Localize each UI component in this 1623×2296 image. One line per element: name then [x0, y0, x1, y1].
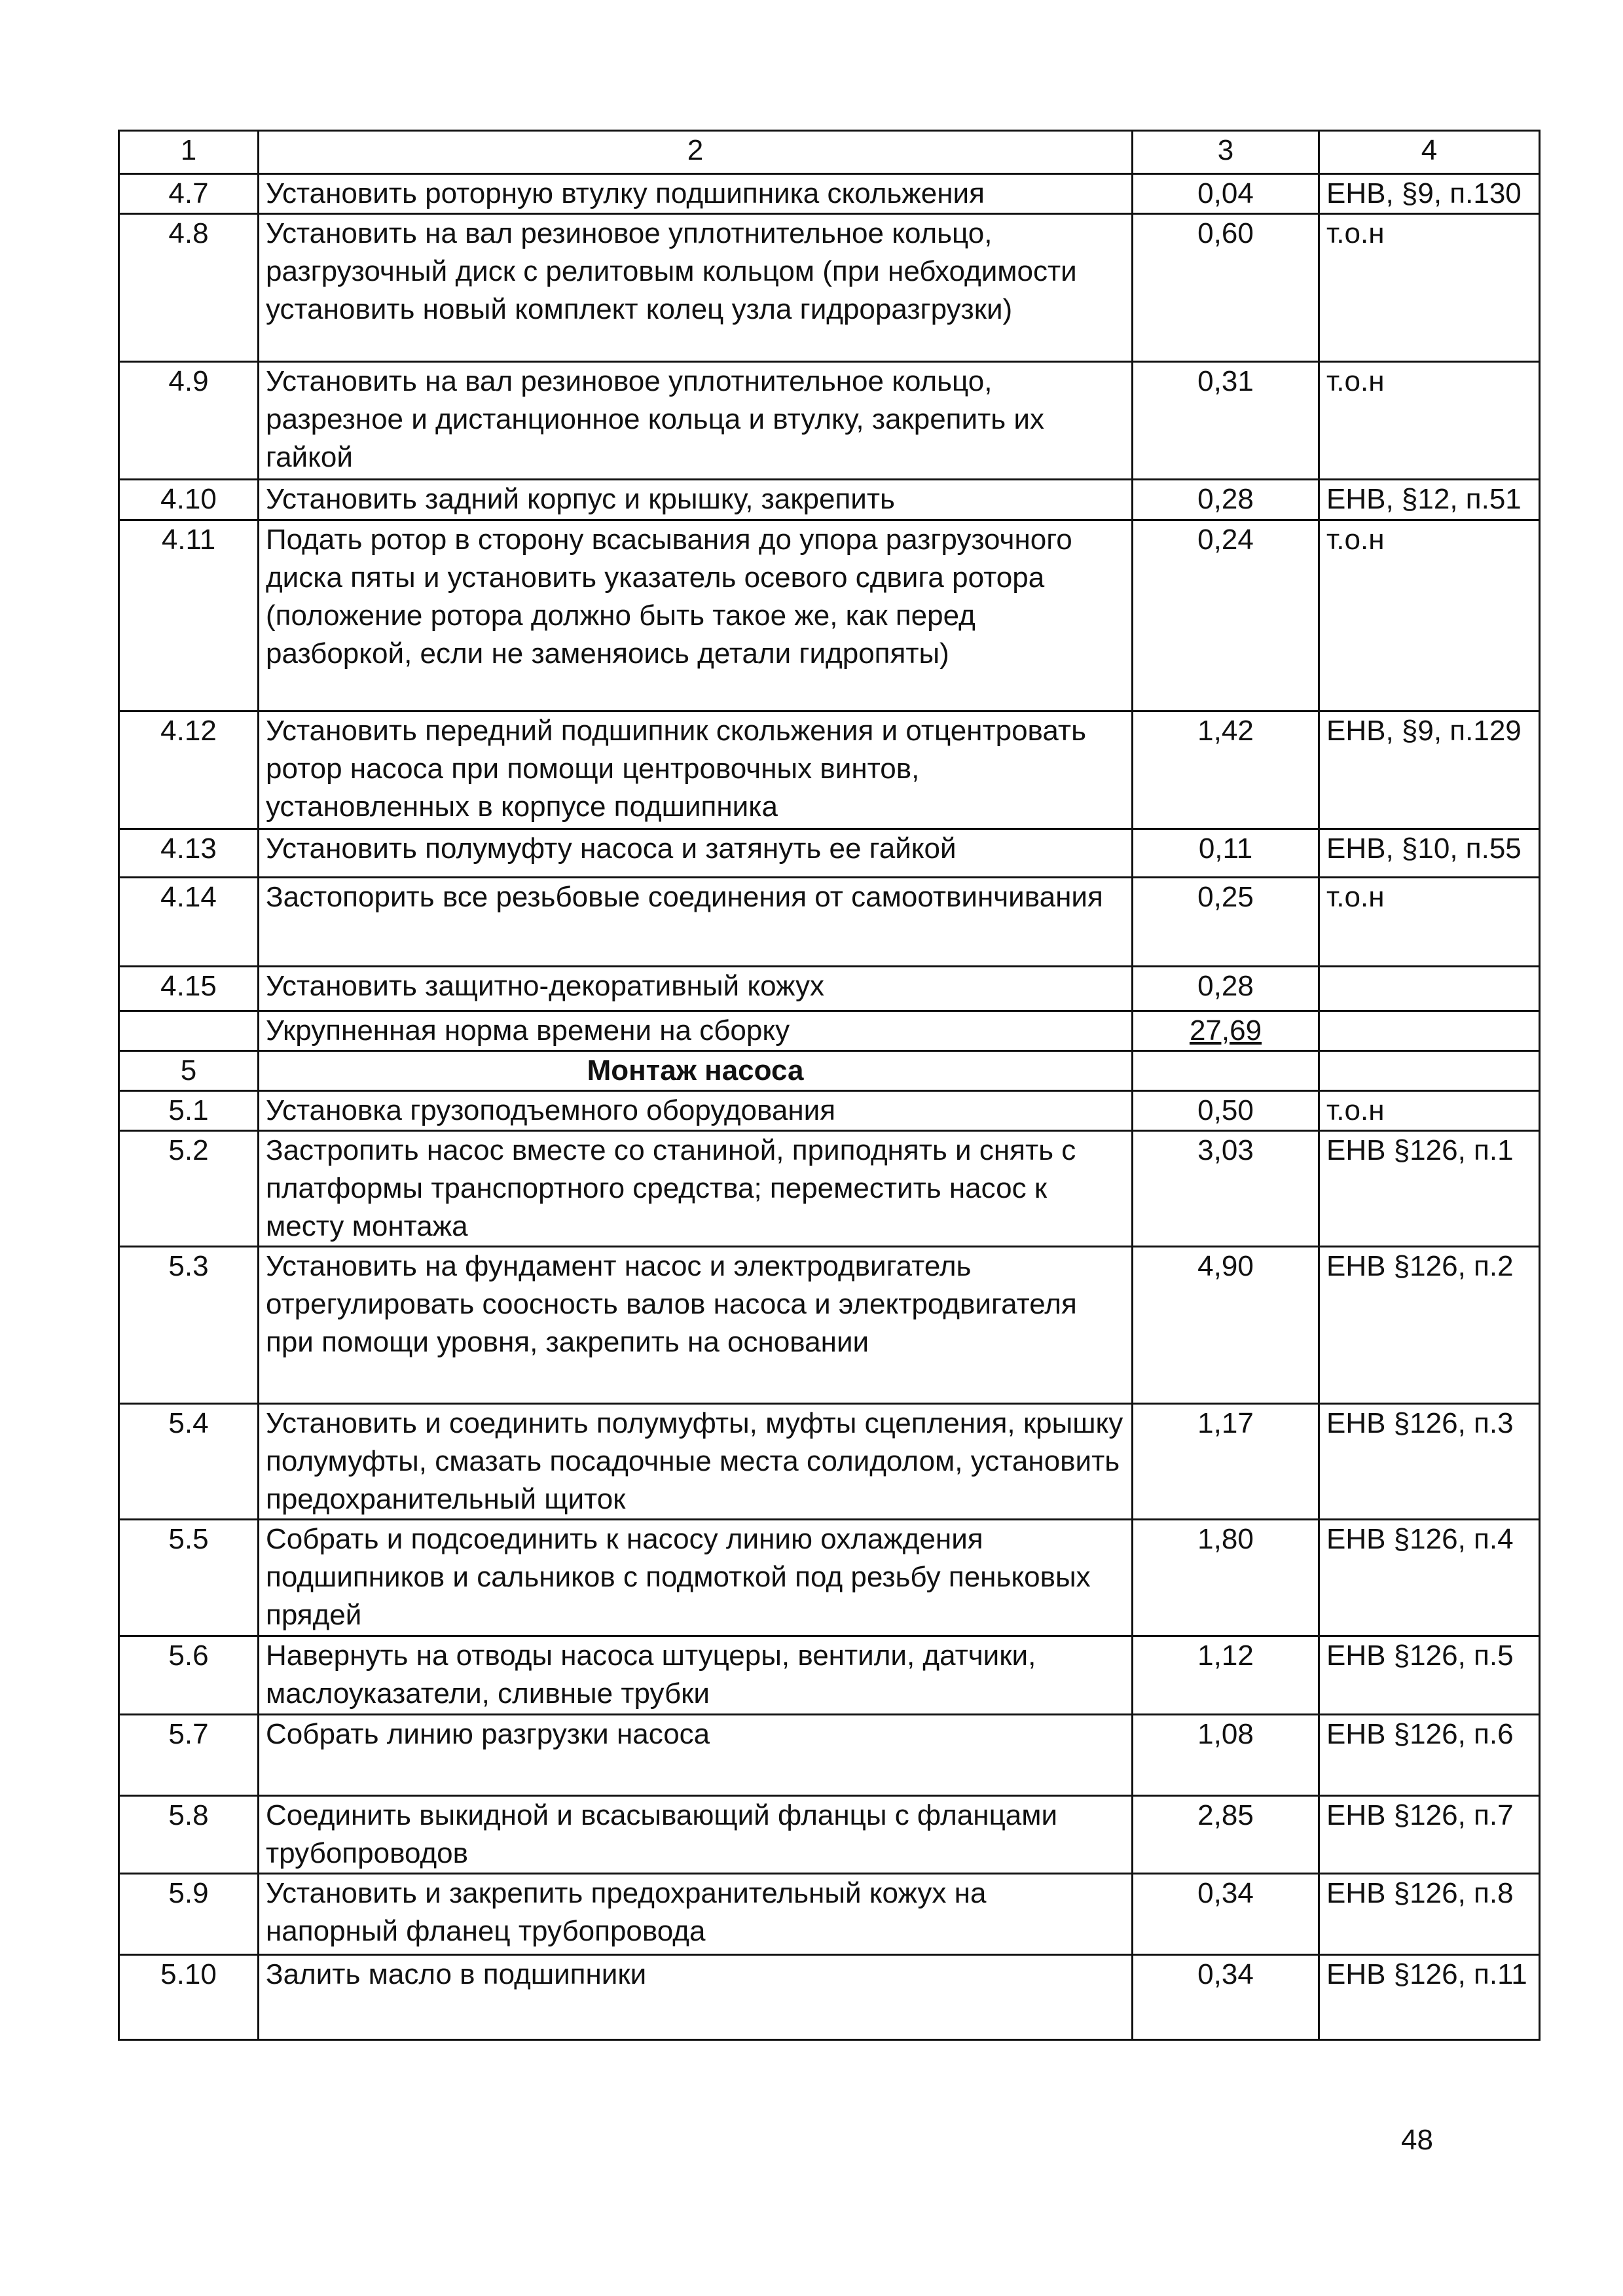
row-reference: т.о.н	[1319, 214, 1540, 362]
row-time: 0,60	[1133, 214, 1319, 362]
row-description: Установить полумуфту насоса и затянуть ее гайкой	[259, 829, 1133, 878]
row-time: 0,25	[1133, 878, 1319, 967]
row-number: 4.14	[119, 878, 259, 967]
row-reference: ЕНВ §126, п.8	[1319, 1874, 1540, 1955]
row-description: Собрать и подсоединить к насосу линию охлаждения подшипников и сальников с подмоткой под резьбу пеньковых прядей	[259, 1520, 1133, 1636]
row-time: 0,11	[1133, 829, 1319, 878]
row-description: Собрать линию разгрузки насоса	[259, 1715, 1133, 1796]
row-number: 4.8	[119, 214, 259, 362]
row-description: Установка грузоподъемного оборудования	[259, 1091, 1133, 1131]
row-reference: ЕНВ §126, п.11	[1319, 1955, 1540, 2040]
row-reference	[1319, 1011, 1540, 1051]
row-number: 5.1	[119, 1091, 259, 1131]
table-row	[119, 174, 1540, 214]
table-row	[119, 1131, 1540, 1247]
header-col-3: 3	[1133, 131, 1319, 174]
row-time: 0,04	[1133, 174, 1319, 214]
row-reference: ЕНВ §126, п.5	[1319, 1636, 1540, 1715]
row-time: 1,08	[1133, 1715, 1319, 1796]
header-col-4: 4	[1319, 131, 1540, 174]
row-number: 5.9	[119, 1874, 259, 1955]
row-reference	[1319, 1051, 1540, 1091]
row-description: Установить и закрепить предохранительный кожух на напорный фланец трубопровода	[259, 1874, 1133, 1955]
table-row	[119, 967, 1540, 1011]
row-number	[119, 1011, 259, 1051]
row-description: Установить на вал резиновое уплотнительное кольцо, разгрузочный диск с релитовым кольцом (при небходимости установить новый комплект колец узла гидроразгрузки)	[259, 214, 1133, 362]
row-time: 1,12	[1133, 1636, 1319, 1715]
row-time: 0,34	[1133, 1955, 1319, 2040]
row-description: Установить роторную втулку подшипника скольжения	[259, 174, 1133, 214]
header-row	[119, 131, 1540, 174]
row-reference: ЕНВ, §10, п.55	[1319, 829, 1540, 878]
table-row	[119, 1796, 1540, 1874]
row-reference: ЕНВ, §9, п.130	[1319, 174, 1540, 214]
row-description: Установить защитно-декоративный кожух	[259, 967, 1133, 1011]
row-number: 5.4	[119, 1404, 259, 1520]
row-reference: ЕНВ §126, п.3	[1319, 1404, 1540, 1520]
row-reference: т.о.н	[1319, 878, 1540, 967]
row-number: 4.15	[119, 967, 259, 1011]
row-number: 4.10	[119, 480, 259, 520]
table-row	[119, 1715, 1540, 1796]
table-row	[119, 711, 1540, 829]
row-description: Застропить насос вместе со станиной, приподнять и снять с платформы транспортного средства; переместить насос к месту монтажа	[259, 1131, 1133, 1247]
norms-table	[118, 130, 1541, 2041]
row-time: 0,50	[1133, 1091, 1319, 1131]
row-number: 4.9	[119, 362, 259, 480]
table-row	[119, 829, 1540, 878]
table-row	[119, 1955, 1540, 2040]
header-col-2: 2	[259, 131, 1133, 174]
row-time: 0,28	[1133, 967, 1319, 1011]
table-row	[119, 214, 1540, 362]
row-time: 2,85	[1133, 1796, 1319, 1874]
row-time: 3,03	[1133, 1131, 1319, 1247]
row-time: 0,28	[1133, 480, 1319, 520]
row-reference: ЕНВ §126, п.2	[1319, 1247, 1540, 1404]
total-time: 27,69	[1133, 1011, 1319, 1051]
section-row	[119, 1051, 1540, 1091]
row-reference: т.о.н	[1319, 1091, 1540, 1131]
row-reference	[1319, 967, 1540, 1011]
row-time: 4,90	[1133, 1247, 1319, 1404]
total-label: Укрупненная норма времени на сборку	[259, 1011, 1133, 1051]
row-time: 1,17	[1133, 1404, 1319, 1520]
row-number: 5.10	[119, 1955, 259, 2040]
row-reference: ЕНВ §126, п.4	[1319, 1520, 1540, 1636]
row-time: 0,34	[1133, 1874, 1319, 1955]
table-row	[119, 362, 1540, 480]
row-reference: ЕНВ, §9, п.129	[1319, 711, 1540, 829]
table-row	[119, 1091, 1540, 1131]
row-number: 5.6	[119, 1636, 259, 1715]
row-number: 5.5	[119, 1520, 259, 1636]
row-reference: т.о.н	[1319, 362, 1540, 480]
row-time: 1,80	[1133, 1520, 1319, 1636]
row-reference: ЕНВ, §12, п.51	[1319, 480, 1540, 520]
header-col-1: 1	[119, 131, 259, 174]
row-number: 4.7	[119, 174, 259, 214]
row-reference: ЕНВ §126, п.1	[1319, 1131, 1540, 1247]
row-number: 5.2	[119, 1131, 259, 1247]
row-description: Установить передний подшипник скольжения и отцентровать ротор насоса при помощи центровочных винтов, установленных в корпусе подшипника	[259, 711, 1133, 829]
section-number: 5	[119, 1051, 259, 1091]
row-reference: ЕНВ §126, п.6	[1319, 1715, 1540, 1796]
row-description: Установить на фундамент насос и электродвигатель отрегулировать соосность валов насоса и электродвигателя при помощи уровня, закрепить на основании	[259, 1247, 1133, 1404]
page-number: 48	[1401, 2124, 1433, 2156]
row-description: Установить на вал резиновое уплотнительное кольцо, разрезное и дистанционное кольца и втулку, закрепить их гайкой	[259, 362, 1133, 480]
row-description: Навернуть на отводы насоса штуцеры, вентили, датчики, маслоуказатели, сливные трубки	[259, 1636, 1133, 1715]
table-row	[119, 1404, 1540, 1520]
row-description: Установить задний корпус и крышку, закрепить	[259, 480, 1133, 520]
table-row	[119, 520, 1540, 711]
row-reference: т.о.н	[1319, 520, 1540, 711]
row-description: Подать ротор в сторону всасывания до упора разгрузочного диска пяты и установить указатель осевого сдвига ротора (положение ротора должно быть такое же, как перед разборкой, если не заменяоись детали гидропяты)	[259, 520, 1133, 711]
row-number: 4.12	[119, 711, 259, 829]
row-description: Залить масло в подшипники	[259, 1955, 1133, 2040]
row-number: 5.8	[119, 1796, 259, 1874]
row-description: Застопорить все резьбовые соединения от самоотвинчивания	[259, 878, 1133, 967]
row-number: 5.3	[119, 1247, 259, 1404]
row-description: Соединить выкидной и всасывающий фланцы с фланцами трубопроводов	[259, 1796, 1133, 1874]
table-row	[119, 1874, 1540, 1955]
table-row	[119, 878, 1540, 967]
row-description: Установить и соединить полумуфты, муфты сцепления, крышку полумуфты, смазать посадочные места солидолом, установить предохранительный щиток	[259, 1404, 1133, 1520]
total-row	[119, 1011, 1540, 1051]
row-number: 4.13	[119, 829, 259, 878]
table-row	[119, 480, 1540, 520]
row-number: 4.11	[119, 520, 259, 711]
row-reference: ЕНВ §126, п.7	[1319, 1796, 1540, 1874]
row-number: 5.7	[119, 1715, 259, 1796]
table-row	[119, 1636, 1540, 1715]
table-row	[119, 1247, 1540, 1404]
row-time: 0,31	[1133, 362, 1319, 480]
row-time	[1133, 1051, 1319, 1091]
table-row	[119, 1520, 1540, 1636]
row-time: 1,42	[1133, 711, 1319, 829]
section-title: Монтаж насоса	[259, 1051, 1133, 1091]
row-time: 0,24	[1133, 520, 1319, 711]
